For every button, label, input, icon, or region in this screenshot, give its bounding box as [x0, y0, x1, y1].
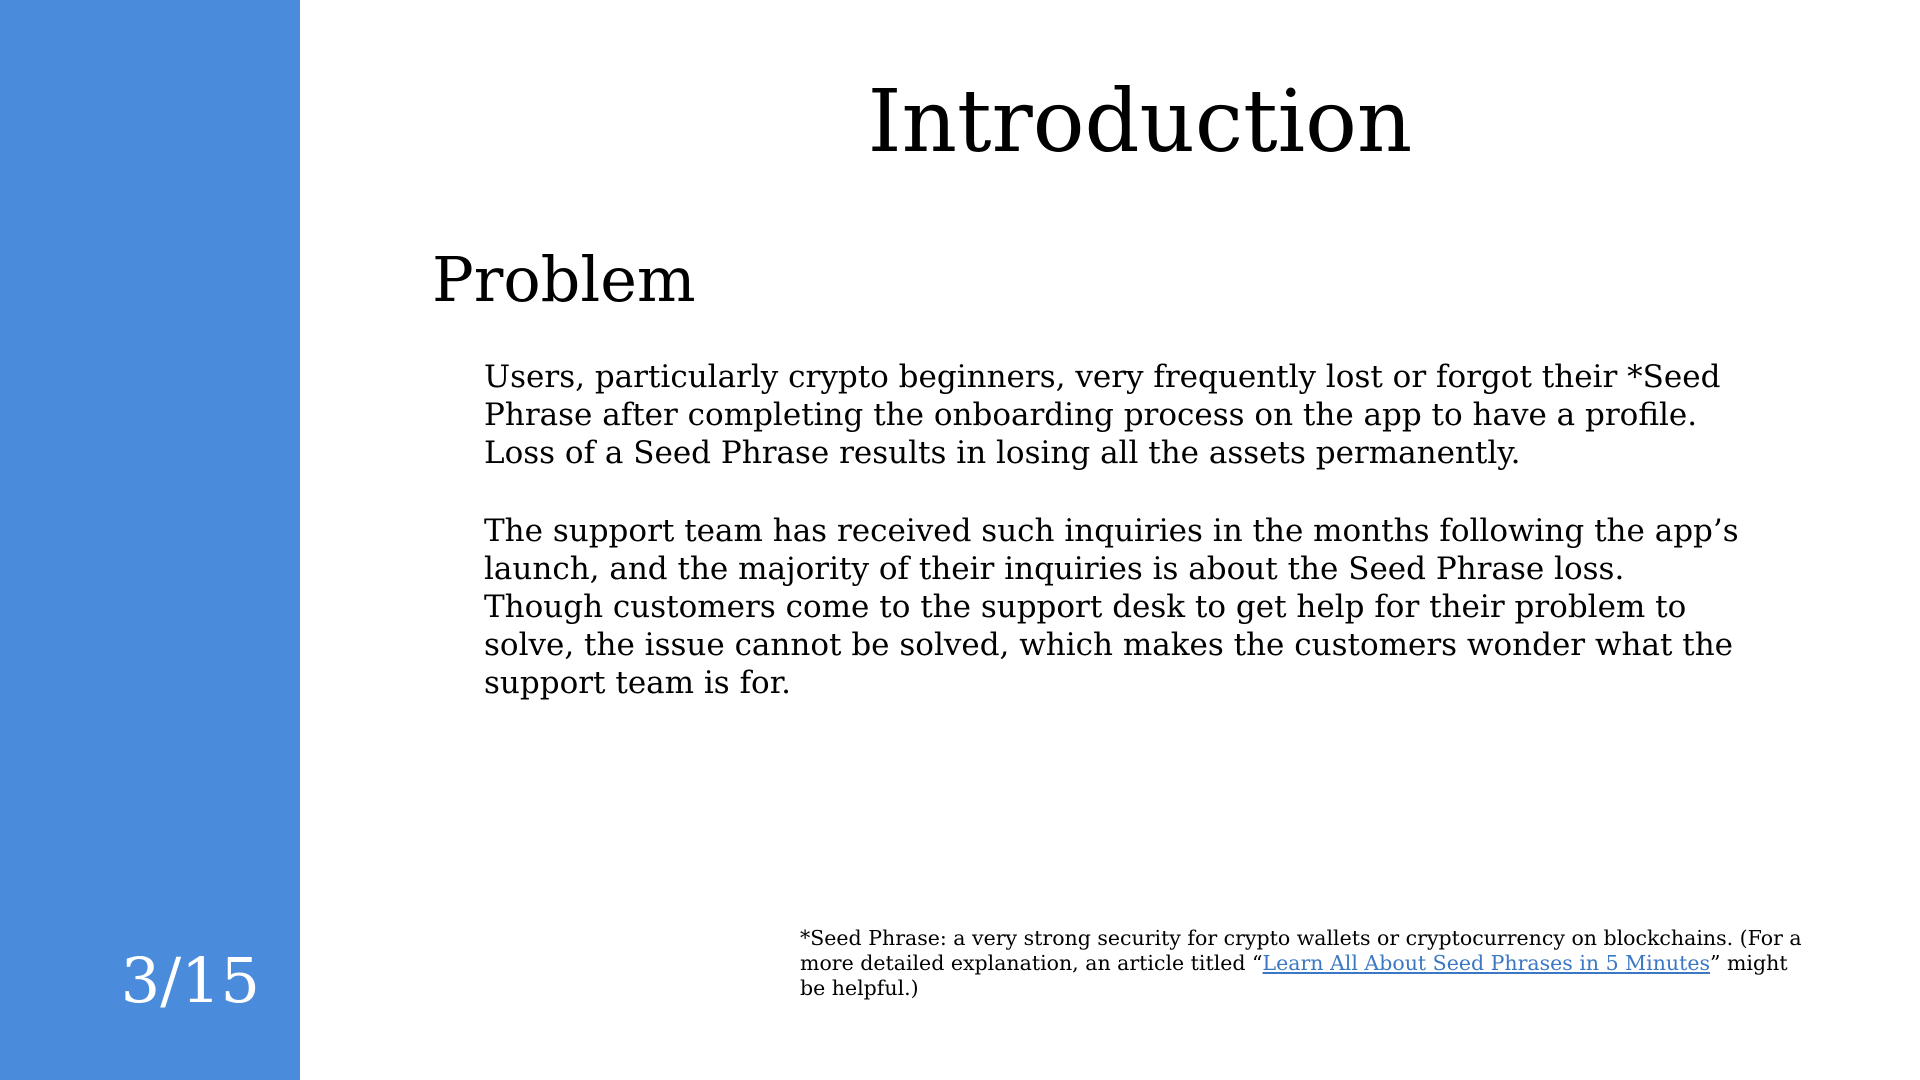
slide-title: Introduction: [867, 72, 1413, 172]
page-number: 3/15: [120, 944, 260, 1017]
footnote-text-end: ” might be helpful.): [800, 951, 1788, 1000]
body-text: [484, 358, 1744, 742]
footnote: [800, 926, 1810, 1001]
sidebar-panel: [0, 0, 300, 1080]
paragraph-1: Users, particularly crypto beginners, very frequently lost or forgot their *Seed Phrase after completing the onboarding process on the app to have a profile. Loss of a Seed Phrase results in losing all the assets permanently.: [484, 359, 1721, 471]
paragraph-2: The support team has received such inquiries in the months following the app’s launch, and the majority of their inquiries is about the Seed Phrase loss. Though customers come to the support desk to get help for their problem to solve, the issue cannot be solved, which makes the customers wonder what the support team is for.: [484, 513, 1739, 701]
section-heading: Problem: [432, 243, 696, 316]
footnote-text: *Seed Phrase: a very strong security for crypto wallets or cryptocurrency on blockchains. (For a more detailed explanation, an article titled “: [800, 926, 1802, 975]
footnote-article-link[interactable]: Learn All About Seed Phrases in 5 Minutes: [1262, 951, 1710, 975]
